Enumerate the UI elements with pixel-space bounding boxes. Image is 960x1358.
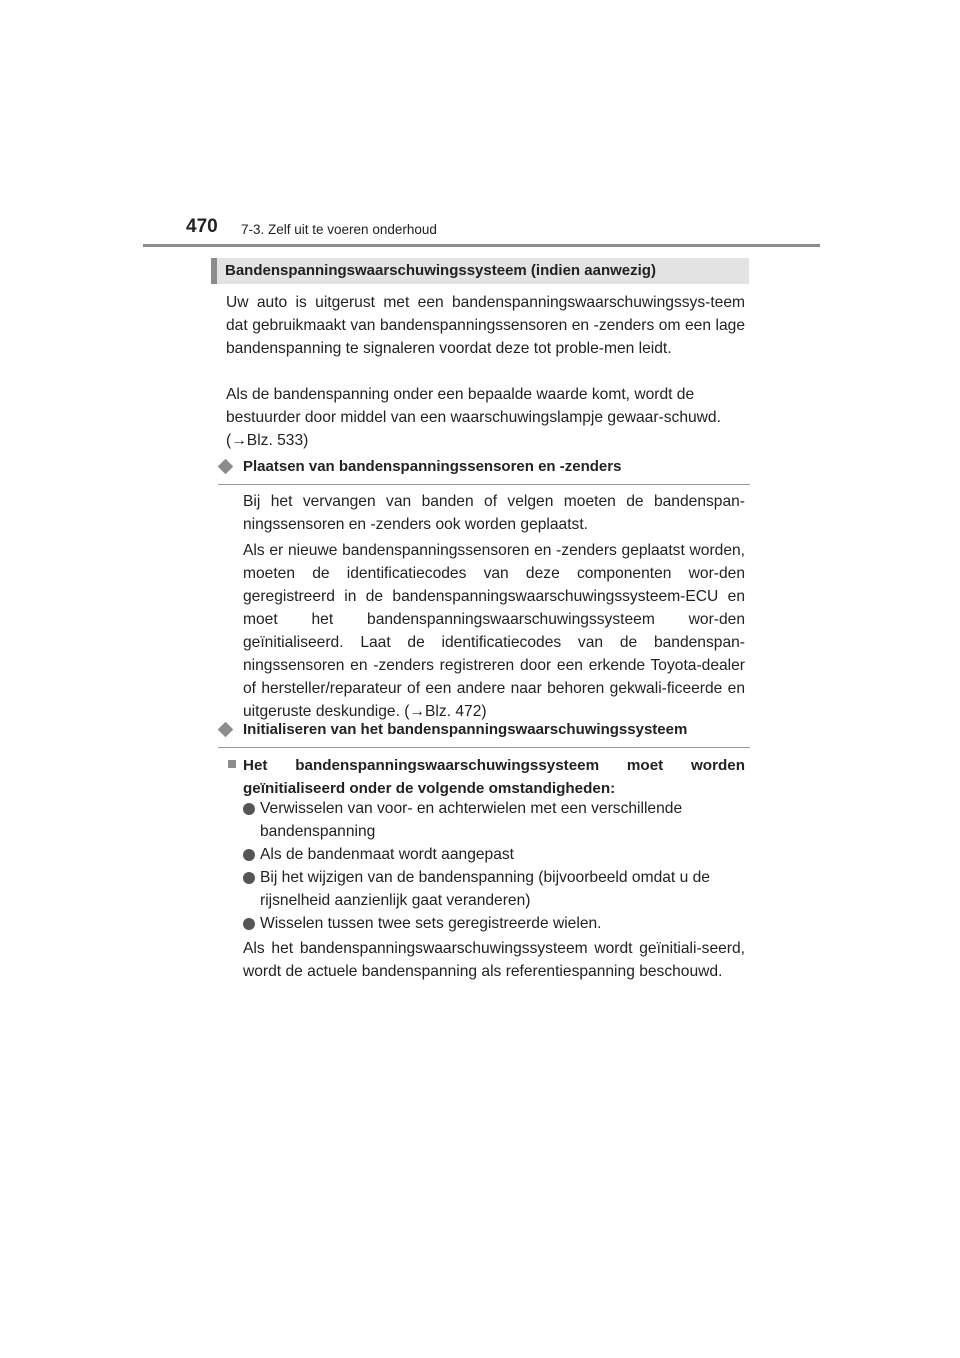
square-bullet-icon — [228, 760, 236, 768]
subheading-sensors-title: Plaatsen van bandenspanningssensoren en -zenders — [243, 458, 622, 475]
subheading-sensors — [218, 458, 750, 485]
condition-item: Verwisselen van voor- en achterwielen met een verschillende bandenspanning — [260, 800, 683, 840]
sensors-paragraph-1: Bij het vervangen van banden of velgen moeten de bandenspan-ningssensoren en -zenders ook worden geplaatst. — [243, 493, 745, 533]
condition-item: Wisselen tussen twee sets geregistreerde wielen. — [260, 915, 602, 932]
section-title: Bandenspanningswaarschuwingssysteem (indien aanwezig) — [225, 262, 656, 279]
diamond-icon — [218, 722, 234, 738]
closing-paragraph: Als het bandenspanningswaarschuwingssysteem wordt geïnitiali-seerd, wordt de actuele bandenspanning als referentiespanning beschouwd. — [243, 940, 745, 980]
page-number: 470 — [186, 216, 218, 237]
intro-paragraph-1: Uw auto is uitgerust met een bandenspanningswaarschuwingssys-teem dat gebruikmaakt van bandenspanningssensoren en -zenders om een lage bandenspanning te signaleren voordat deze tot proble-men leidt. — [226, 294, 745, 357]
page-header — [186, 214, 820, 246]
section-accent — [211, 258, 217, 284]
header-rule — [143, 244, 820, 247]
section-title-bar — [211, 258, 749, 284]
condition-item: Als de bandenmaat wordt aangepast — [260, 846, 515, 863]
condition-item: Bij het wijzigen van de bandenspanning (bijvoorbeeld omdat u de rijsnelheid aanzienlijk gaat veranderen) — [260, 869, 710, 909]
bullet-icon — [243, 872, 255, 884]
sensors-paragraph-2: Als er nieuwe bandenspanningssensoren en -zenders geplaatst worden, moeten de identificatiecodes van deze componenten wor-den geregistreerd in de bandenspanningswaarschuwingssysteem-ECU en moet het bandenspanningswaarschuwingssysteem wor-den geïnitialiseerd. Laat de identificatiecodes van de bandenspan-ningssensoren en -zenders registreren door een erkende Toyota-dealer of hersteller/reparateur of een andere naar behoren gekwali-ficeerde en uitgeruste deskundige. (→Blz. 472) — [243, 542, 745, 720]
bullet-icon — [243, 803, 255, 815]
subheading-initialize-title: Initialiseren van het bandenspanningswaarschuwingssysteem — [243, 721, 688, 738]
bullet-icon — [243, 918, 255, 930]
subheading-initialize — [218, 721, 750, 748]
chapter-title: 7-3. Zelf uit te voeren onderhoud — [241, 222, 437, 237]
intro-paragraph-2: Als de bandenspanning onder een bepaalde waarde komt, wordt de bestuurder door middel van een waarschuwingslampje gewaar-schuwd. (→Blz. 533) — [226, 386, 721, 449]
conditions-heading: Het bandenspanningswaarschuwingssysteem moet worden geïnitialiseerd onder de volgende omstandigheden: — [243, 757, 745, 797]
diamond-icon — [218, 459, 234, 475]
bullet-icon — [243, 849, 255, 861]
